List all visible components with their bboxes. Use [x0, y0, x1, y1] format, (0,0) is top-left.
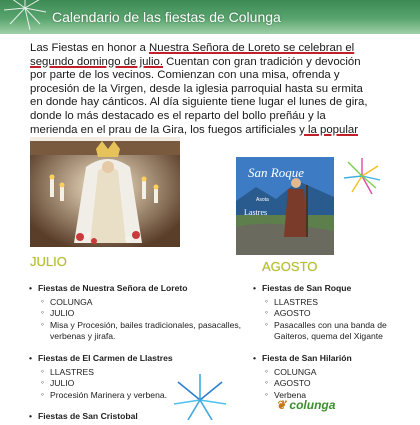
festival-detail: ◦ COLUNGA	[274, 367, 412, 379]
photo-virgen-loreto	[30, 137, 180, 247]
festival-detail: ◦ AGOSTO	[274, 378, 412, 390]
festival-name: • Fiestas de El Carmen de Llastres	[38, 353, 264, 365]
festival-name: • Fiestas de Nuestra Señora de Loreto	[38, 283, 264, 295]
festival-name: • Fiesta de San Hilarión	[262, 353, 412, 365]
festival-details	[262, 367, 412, 402]
intro-highlight-verbena: y la popular	[299, 123, 358, 136]
colunga-logo	[276, 398, 335, 412]
header-banner	[0, 0, 420, 34]
july-festivals-list	[38, 283, 264, 425]
san-roque-caption-extra: Asota	[256, 197, 269, 203]
intro-text-1: Las Fiestas en honor a	[30, 42, 150, 54]
page-title: Calendario de las fiestas de Colunga	[52, 9, 281, 25]
san-roque-caption: San Roque	[248, 165, 304, 180]
festival-detail: ◦ Misa y Procesión, bailes tradicionales, pasacalles, verbenas y jirafa.	[50, 320, 264, 343]
festival-detail: ◦ Procesión Marinera y verbena.	[50, 390, 264, 402]
festival-detail: ◦ Pasacalles con una banda de Gaiteros, quema del Xigante	[274, 320, 412, 343]
firework-decoration-icon	[342, 156, 382, 196]
intro-paragraph	[30, 42, 374, 151]
festival-detail: ◦ JULIO	[50, 308, 264, 320]
month-label-july: JULIO	[30, 254, 67, 269]
leaf-logo-icon: ❦	[276, 398, 287, 412]
san-roque-illustration	[236, 157, 334, 255]
firework-decoration-icon	[2, 0, 48, 32]
festival-detail: ◦ Verbena	[274, 390, 412, 402]
august-festivals-list	[262, 283, 412, 411]
festival-detail: ◦ JULIO	[50, 378, 264, 390]
festival-name: • Fiestas de San Cristobal	[38, 411, 264, 423]
festival-detail: ◦ AGOSTO	[274, 308, 412, 320]
photo-san-roque	[236, 157, 334, 255]
month-label-august: AGOSTO	[262, 259, 318, 274]
festival-detail: ◦ COLUNGA	[50, 297, 264, 309]
virgen-statue-illustration	[30, 137, 180, 247]
intro-text-2: Cuentan con gran tradición y devoción por parte de los vecinos. Comienzan con una misa, ofrenda y procesión de la Virgen, desde la iglesia parroquial hasta su ermita en donde hay cánticos. Al día siguiente tiene lugar el lunes de gira, donde lo más destacado es el reparto del bollo preñáu y la merienda en el prau de la Gira, los fuegos artificiales	[30, 55, 368, 136]
festival-name: • Fiestas de San Roque	[262, 283, 412, 295]
festival-detail: ◦ LLASTRES	[274, 297, 412, 309]
festival-details	[38, 297, 264, 343]
intro-highlight-date: Nuestra Señora de Loreto se celebran el segundo domingo de julio.	[30, 42, 355, 68]
festival-details	[262, 297, 412, 343]
festival-detail: ◦ LLASTRES	[50, 367, 264, 379]
san-roque-caption-place: Lastres	[244, 208, 268, 217]
festival-details	[38, 367, 264, 402]
logo-text: colunga	[289, 398, 336, 412]
